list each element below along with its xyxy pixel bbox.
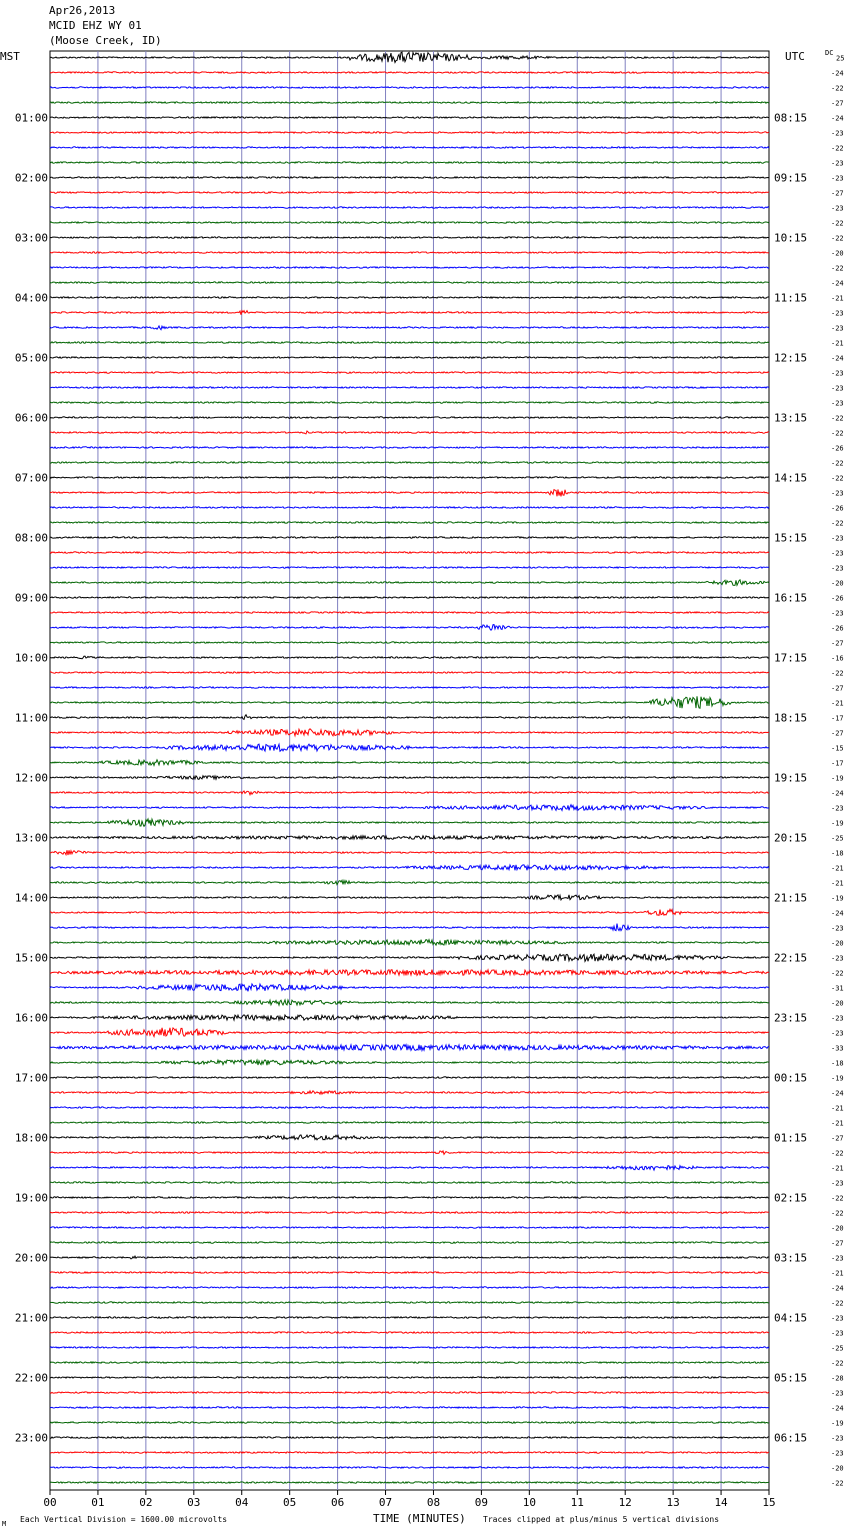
trace-blue: [50, 687, 769, 688]
left-hour-label: 17:00: [14, 1071, 48, 1085]
right-hour-label: 14:15: [774, 471, 808, 485]
dc-offset-label: -23: [831, 804, 844, 813]
trace-black: [50, 895, 769, 900]
trace-blue: [50, 625, 769, 631]
dc-offset-label: -26: [831, 444, 844, 453]
scale-note: Each Vertical Division = 1600.00 microvolts: [20, 1515, 228, 1524]
trace-red: [50, 372, 769, 373]
trace-green: [50, 1122, 769, 1123]
trace-blue: [50, 1045, 769, 1051]
x-tick-label: 05: [283, 1496, 297, 1509]
x-tick-label: 12: [618, 1496, 632, 1509]
trace-black: [50, 1317, 769, 1318]
dc-offset-label: -15: [831, 744, 844, 753]
dc-offset-label: -25: [831, 834, 844, 843]
trace-red: [50, 431, 769, 434]
dc-offset-label: -19: [831, 1074, 844, 1083]
trace-black: [50, 656, 769, 659]
trace-red: [50, 1151, 769, 1154]
dc-offset-label: -22: [831, 144, 844, 153]
left-hour-label: 01:00: [14, 111, 48, 125]
right-hour-label: 23:15: [774, 1011, 808, 1025]
trace-red: [50, 729, 769, 736]
right-hour-label: 15:15: [774, 531, 808, 545]
x-tick-label: 15: [762, 1496, 776, 1509]
dc-offset-label: -24: [831, 1404, 844, 1413]
dc-offset-title: DC: [825, 49, 834, 57]
clip-note: Traces clipped at plus/minus 5 vertical divisions: [483, 1515, 720, 1524]
trace-green: [50, 1242, 769, 1243]
dc-offset-label: -23: [831, 399, 844, 408]
right-hour-label: 09:15: [774, 171, 808, 185]
x-tick-label: 07: [378, 1496, 393, 1509]
x-axis-title: TIME (MINUTES): [373, 1512, 466, 1525]
dc-offset-label: -24: [831, 909, 844, 918]
right-hour-label: 16:15: [774, 591, 808, 605]
dc-offset-label: -20: [831, 999, 844, 1008]
trace-black: [50, 1135, 769, 1140]
trace-red: [50, 192, 769, 193]
dc-offset-label: -26: [831, 594, 844, 603]
trace-green: [50, 940, 769, 946]
left-hour-label: 03:00: [14, 231, 48, 245]
right-hour-label: 19:15: [774, 771, 808, 785]
dc-offset-label: -20: [831, 1464, 844, 1473]
left-hour-label: 14:00: [14, 891, 48, 905]
dc-offset-label: -23: [831, 1254, 844, 1263]
trace-green: [50, 880, 769, 884]
dc-offset-label: -19: [831, 774, 844, 783]
trace-blue: [50, 1287, 769, 1288]
right-hour-label: 11:15: [774, 291, 808, 305]
corner-mark: M: [2, 1520, 7, 1528]
trace-black: [50, 1256, 769, 1259]
trace-black: [50, 1015, 769, 1020]
trace-green: [50, 760, 769, 766]
dc-offset-label: -22: [831, 669, 844, 678]
trace-black: [50, 1077, 769, 1078]
trace-red: [50, 1272, 769, 1273]
dc-offset-label: -27: [831, 729, 844, 738]
dc-offset-label: -23: [831, 609, 844, 618]
dc-offset-label: -22: [831, 519, 844, 528]
dc-offset-label: -21: [831, 1269, 844, 1278]
dc-offset-label: -23: [831, 1389, 844, 1398]
dc-offset-label: -23: [831, 204, 844, 213]
trace-green: [50, 1302, 769, 1303]
trace-black: [50, 597, 769, 598]
dc-offset-label: -27: [831, 684, 844, 693]
left-hour-label: 08:00: [14, 531, 48, 545]
x-tick-label: 10: [522, 1496, 536, 1509]
right-hour-label: 02:15: [774, 1191, 808, 1205]
dc-offset-label: -17: [831, 714, 844, 723]
dc-offset-label: -33: [831, 1044, 844, 1053]
right-hour-label: 20:15: [774, 831, 808, 845]
dc-offset-label: -22: [831, 264, 844, 273]
trace-green: [50, 580, 769, 586]
dc-offset-label: -22: [831, 429, 844, 438]
trace-blue: [50, 326, 769, 330]
dc-offset-label: -24: [831, 1284, 844, 1293]
dc-offset-label: -23: [831, 564, 844, 573]
right-hour-label: 08:15: [774, 111, 808, 125]
trace-black: [50, 52, 769, 62]
right-hour-label: 12:15: [774, 351, 808, 365]
x-tick-label: 00: [43, 1496, 57, 1509]
x-tick-label: 09: [474, 1496, 489, 1509]
trace-blue: [50, 1227, 769, 1228]
dc-offset-label: -23: [831, 159, 844, 168]
trace-red: [50, 672, 769, 673]
dc-offset-label: -19: [831, 1419, 844, 1428]
trace-green: [50, 1362, 769, 1363]
dc-offset-label: -21: [831, 339, 844, 348]
trace-red: [50, 552, 769, 553]
trace-red: [50, 311, 769, 315]
dc-offset-label: -21: [831, 294, 844, 303]
dc-offset-label: -20: [831, 939, 844, 948]
dc-offset-label: -26: [831, 624, 844, 633]
trace-green: [50, 462, 769, 463]
x-tick-label: 03: [187, 1496, 201, 1509]
dc-offset-label: -19: [831, 894, 844, 903]
dc-offset-label: -24: [831, 69, 844, 78]
dc-offset-label: -28: [831, 1374, 844, 1383]
dc-offset-label: -25: [831, 1344, 844, 1353]
trace-black: [50, 537, 769, 538]
right-hour-label: 17:15: [774, 651, 808, 665]
x-tick-label: 14: [714, 1496, 728, 1509]
dc-offset-label: -22: [831, 1194, 844, 1203]
left-hour-label: 18:00: [14, 1131, 48, 1145]
trace-black: [50, 715, 769, 720]
trace-black: [50, 237, 769, 238]
dc-offset-label: -21: [831, 1164, 844, 1173]
trace-green: [50, 1182, 769, 1183]
x-tick-label: 06: [330, 1496, 345, 1509]
trace-black: [50, 477, 769, 478]
trace-red: [50, 72, 769, 73]
dc-offset-label: -26: [831, 504, 844, 513]
left-hour-label: 02:00: [14, 171, 48, 185]
trace-red: [50, 252, 769, 253]
dc-offset-label: -22: [831, 1209, 844, 1218]
right-hour-label: 10:15: [774, 231, 808, 245]
dc-offset-label: -23: [831, 549, 844, 558]
dc-offset-label: -22: [831, 1149, 844, 1158]
dc-offset-label: -22: [831, 969, 844, 978]
dc-offset-label: -23: [831, 489, 844, 498]
dc-offset-label: -20: [831, 1224, 844, 1233]
right-hour-label: 00:15: [774, 1071, 808, 1085]
left-hour-label: 04:00: [14, 291, 48, 305]
trace-blue: [50, 1347, 769, 1348]
right-axis-title: UTC: [785, 50, 805, 63]
dc-offset-label: -23: [831, 324, 844, 333]
dc-offset-label: -22: [831, 1479, 844, 1488]
dc-offset-label: -22: [831, 84, 844, 93]
dc-offset-label: -24: [831, 1089, 844, 1098]
right-hour-label: 04:15: [774, 1311, 808, 1325]
left-hour-label: 12:00: [14, 771, 48, 785]
trace-red: [50, 612, 769, 613]
left-hour-label: 16:00: [14, 1011, 48, 1025]
right-hour-label: 18:15: [774, 711, 808, 725]
left-hour-label: 05:00: [14, 351, 48, 365]
dc-offset-label: -22: [831, 459, 844, 468]
trace-blue: [50, 744, 769, 751]
dc-offset-label: 25: [836, 54, 845, 63]
dc-offset-label: -27: [831, 1239, 844, 1248]
trace-red: [50, 970, 769, 976]
x-tick-label: 13: [666, 1496, 680, 1509]
trace-red: [50, 850, 769, 855]
dc-offset-label: -22: [831, 414, 844, 423]
dc-offset-label: -24: [831, 114, 844, 123]
dc-offset-label: -27: [831, 1134, 844, 1143]
trace-blue: [50, 1467, 769, 1468]
dc-offset-label: -24: [831, 279, 844, 288]
trace-green: [50, 1482, 769, 1483]
x-tick-label: 11: [570, 1496, 584, 1509]
dc-offset-label: -23: [831, 174, 844, 183]
right-hour-label: 22:15: [774, 951, 808, 965]
trace-green: [50, 1000, 769, 1005]
dc-offset-label: -16: [831, 654, 844, 663]
trace-black: [50, 836, 769, 840]
dc-offset-label: -23: [831, 1314, 844, 1323]
trace-blue: [50, 1166, 769, 1171]
trace-blue: [50, 805, 769, 811]
trace-green: [50, 102, 769, 103]
trace-green: [50, 222, 769, 223]
trace-red: [50, 1392, 769, 1393]
trace-blue: [50, 507, 769, 508]
dc-offset-label: -23: [831, 384, 844, 393]
dc-offset-label: -23: [831, 1029, 844, 1038]
left-hour-label: 19:00: [14, 1191, 48, 1205]
trace-green: [50, 282, 769, 283]
dc-offset-label: -22: [831, 234, 844, 243]
right-hour-label: 01:15: [774, 1131, 808, 1145]
dc-offset-label: -22: [831, 1359, 844, 1368]
trace-green: [50, 1060, 769, 1065]
trace-blue: [50, 267, 769, 268]
dc-offset-label: -22: [831, 474, 844, 483]
trace-red: [50, 1091, 769, 1094]
dc-offset-label: -23: [831, 369, 844, 378]
station-code: MCID EHZ WY 01: [49, 19, 142, 32]
dc-offset-label: -23: [831, 1179, 844, 1188]
trace-blue: [50, 1407, 769, 1408]
trace-green: [50, 1422, 769, 1423]
trace-blue: [50, 207, 769, 208]
trace-blue: [50, 924, 769, 931]
left-hour-label: 13:00: [14, 831, 48, 845]
station-location: (Moose Creek, ID): [49, 34, 162, 47]
dc-offset-label: -23: [831, 1014, 844, 1023]
dc-offset-label: -17: [831, 759, 844, 768]
dc-offset-label: -23: [831, 309, 844, 318]
trace-green: [50, 819, 769, 826]
dc-offset-label: -23: [831, 1329, 844, 1338]
trace-green: [50, 402, 769, 403]
left-hour-label: 11:00: [14, 711, 48, 725]
trace-red: [50, 791, 769, 795]
trace-red: [50, 1212, 769, 1213]
trace-blue: [50, 567, 769, 568]
x-tick-label: 01: [91, 1496, 105, 1509]
left-hour-label: 06:00: [14, 411, 48, 425]
trace-blue: [50, 984, 769, 991]
dc-offset-label: -21: [831, 699, 844, 708]
dc-offset-label: -23: [831, 1449, 844, 1458]
dc-offset-label: -18: [831, 849, 844, 858]
dc-offset-label: -21: [831, 864, 844, 873]
right-hour-label: 05:15: [774, 1371, 808, 1385]
plot-date: Apr26,2013: [49, 4, 116, 17]
trace-blue: [50, 147, 769, 148]
x-tick-label: 04: [235, 1496, 249, 1509]
trace-blue: [50, 387, 769, 388]
dc-offset-label: -27: [831, 639, 844, 648]
dc-offset-label: -23: [831, 534, 844, 543]
dc-offset-label: -31: [831, 984, 844, 993]
trace-black: [50, 417, 769, 418]
dc-offset-label: -21: [831, 1119, 844, 1128]
dc-offset-label: -21: [831, 1104, 844, 1113]
trace-red: [50, 1028, 769, 1037]
trace-black: [50, 117, 769, 118]
trace-red: [50, 1332, 769, 1333]
left-axis-title: MST: [0, 50, 20, 63]
left-hour-label: 22:00: [14, 1371, 48, 1385]
dc-offset-label: -22: [831, 219, 844, 228]
dc-offset-label: -19: [831, 819, 844, 828]
trace-blue: [50, 1107, 769, 1108]
left-hour-label: 21:00: [14, 1311, 48, 1325]
trace-red: [50, 132, 769, 133]
left-hour-label: 07:00: [14, 471, 48, 485]
right-hour-label: 21:15: [774, 891, 808, 905]
trace-black: [50, 177, 769, 178]
dc-offset-label: -22: [831, 1299, 844, 1308]
dc-offset-label: -23: [831, 924, 844, 933]
dc-offset-label: -18: [831, 1059, 844, 1068]
trace-black: [50, 357, 769, 358]
dc-offset-label: -24: [831, 354, 844, 363]
trace-black: [50, 297, 769, 298]
trace-blue: [50, 87, 769, 88]
left-hour-label: 20:00: [14, 1251, 48, 1265]
trace-green: [50, 642, 769, 643]
trace-blue: [50, 865, 769, 870]
left-hour-label: 09:00: [14, 591, 48, 605]
trace-blue: [50, 447, 769, 448]
dc-offset-label: -27: [831, 189, 844, 198]
trace-black: [50, 776, 769, 780]
dc-offset-label: -23: [831, 1434, 844, 1443]
dc-offset-label: -23: [831, 954, 844, 963]
right-hour-label: 06:15: [774, 1431, 808, 1445]
trace-green: [50, 342, 769, 343]
left-hour-label: 10:00: [14, 651, 48, 665]
trace-red: [50, 489, 769, 496]
dc-offset-label: -23: [831, 129, 844, 138]
dc-offset-label: -24: [831, 789, 844, 798]
x-tick-label: 08: [426, 1496, 441, 1509]
dc-offset-label: -20: [831, 249, 844, 258]
trace-green: [50, 162, 769, 163]
trace-red: [50, 909, 769, 915]
trace-green: [50, 696, 769, 708]
trace-black: [50, 1437, 769, 1438]
dc-offset-label: -21: [831, 879, 844, 888]
trace-green: [50, 522, 769, 523]
trace-black: [50, 1377, 769, 1378]
dc-offset-label: -27: [831, 99, 844, 108]
right-hour-label: 13:15: [774, 411, 808, 425]
trace-black: [50, 954, 769, 961]
right-hour-label: 03:15: [774, 1251, 808, 1265]
trace-black: [50, 1197, 769, 1198]
left-hour-label: 15:00: [14, 951, 48, 965]
trace-red: [50, 1452, 769, 1453]
x-tick-label: 02: [139, 1496, 153, 1509]
dc-offset-label: -20: [831, 579, 844, 588]
left-hour-label: 23:00: [14, 1431, 48, 1445]
